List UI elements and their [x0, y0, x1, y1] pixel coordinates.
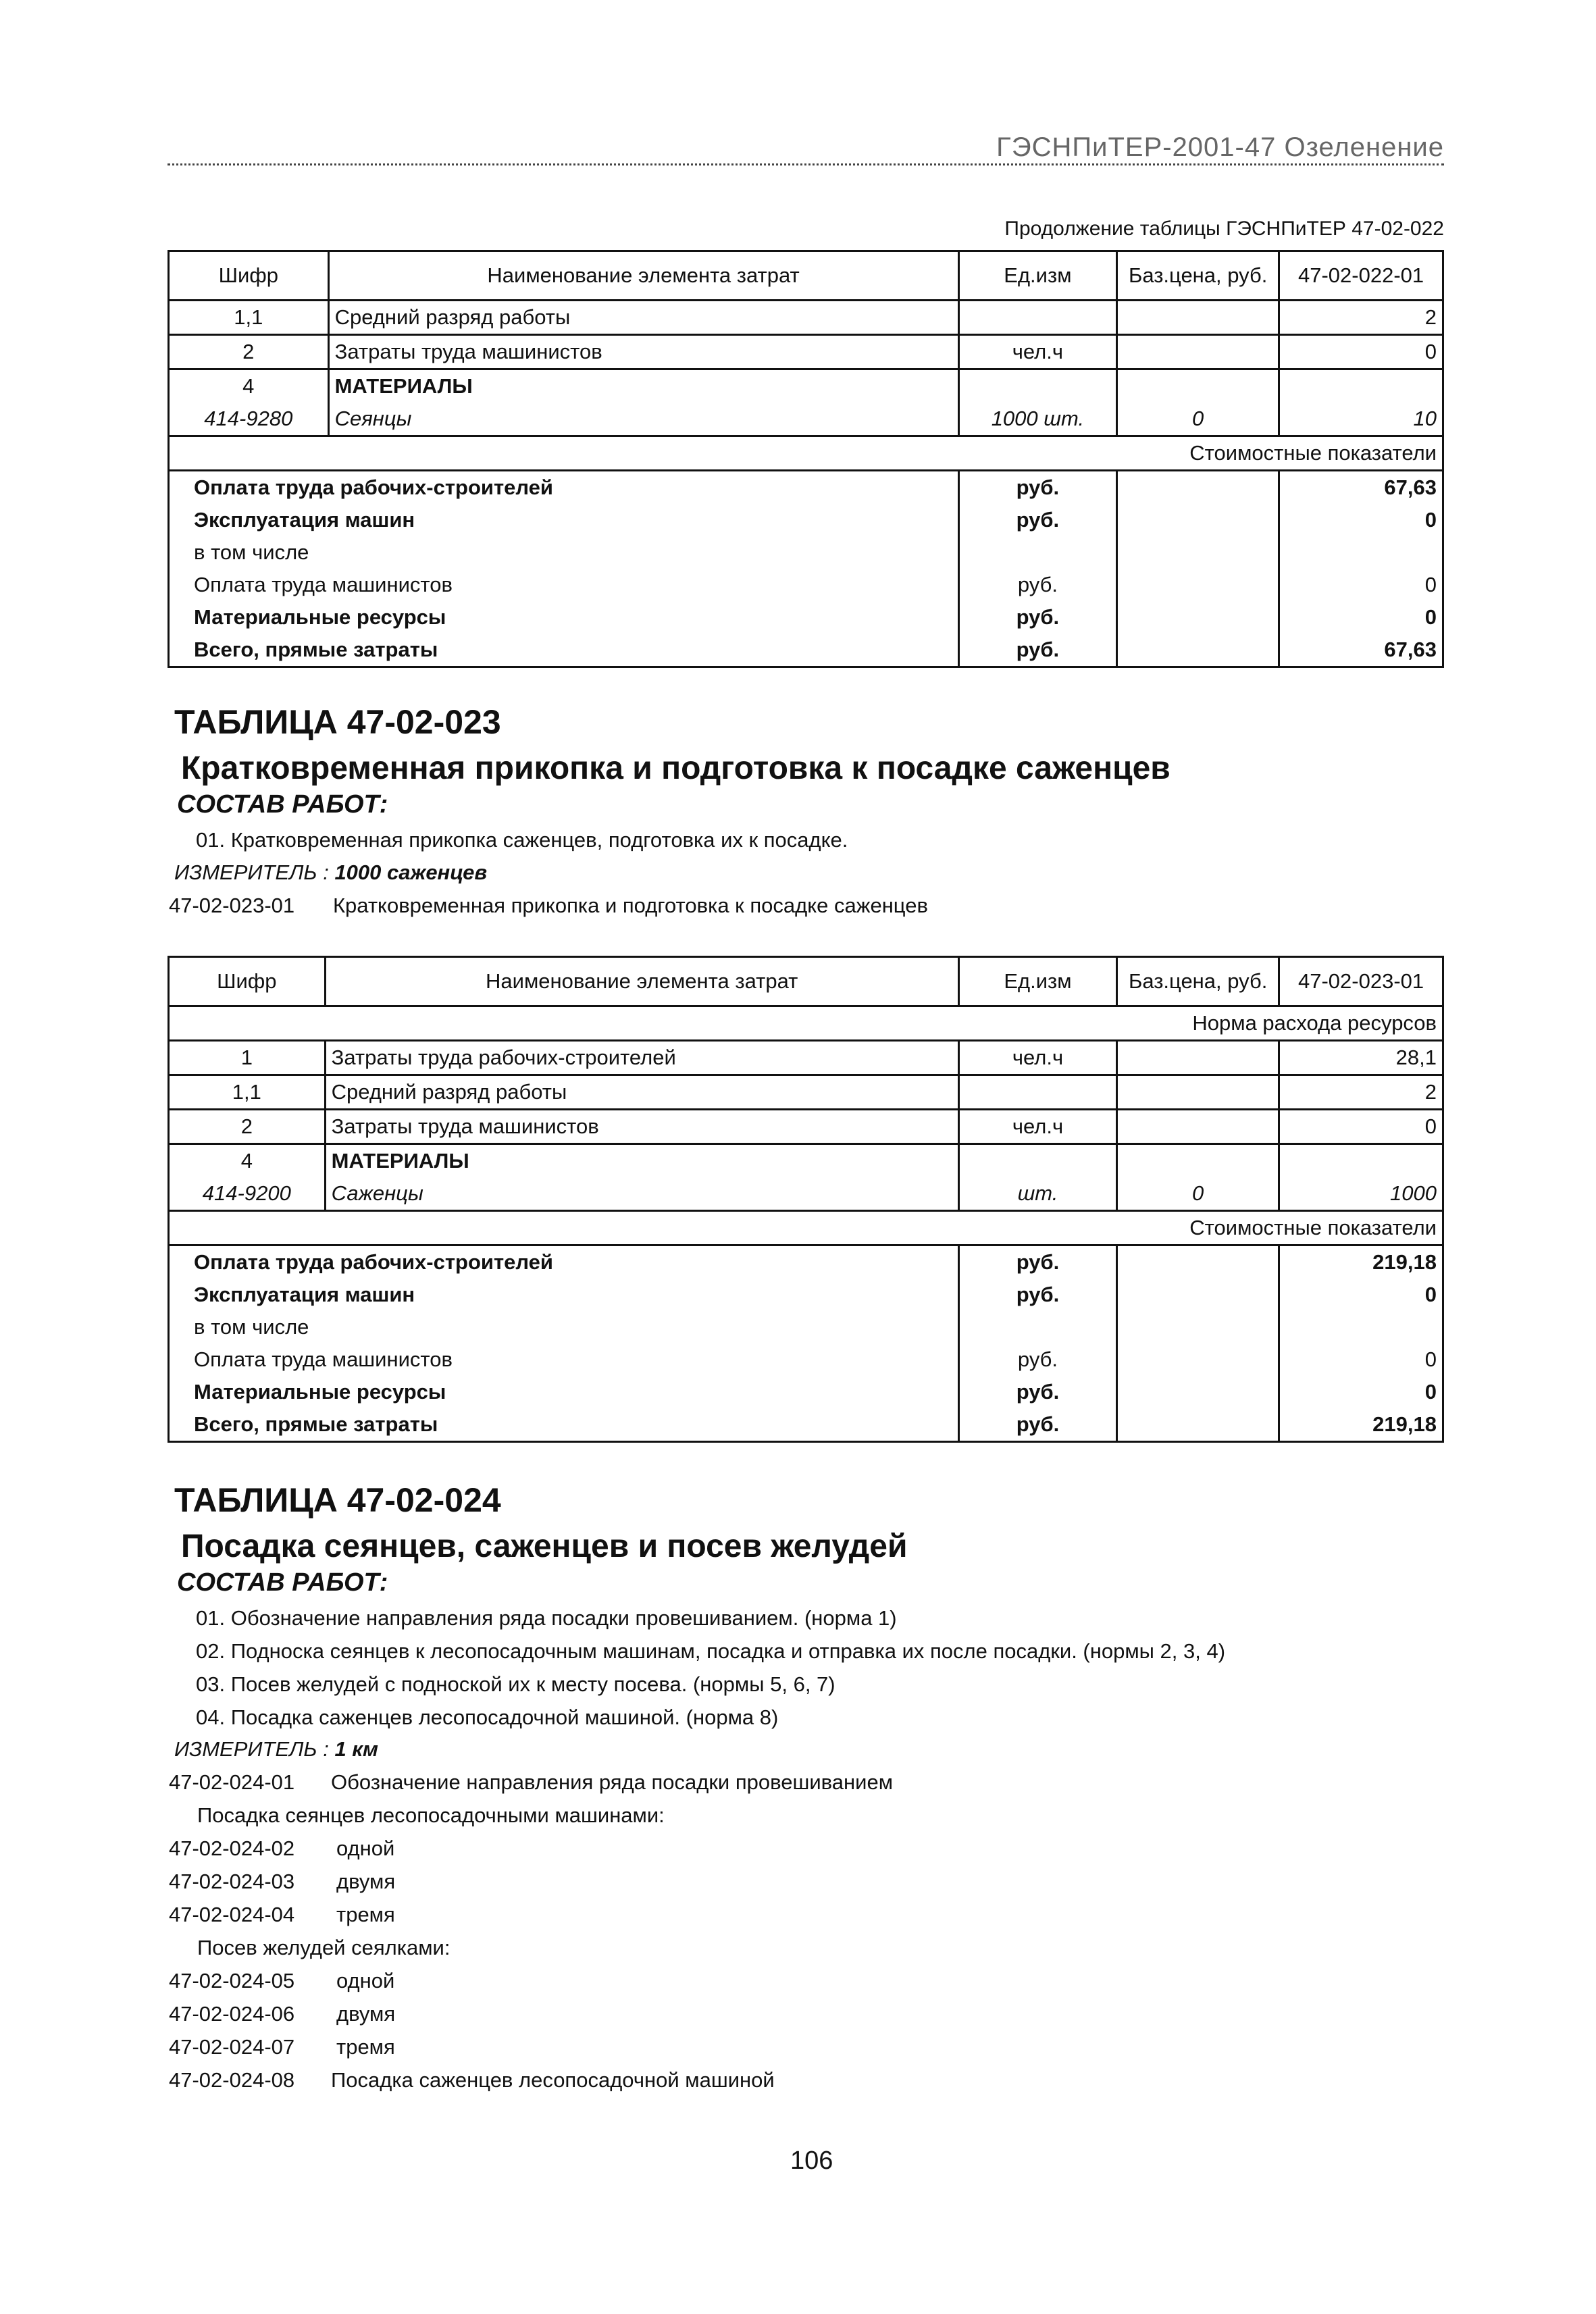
col-header-name: Наименование элемента затрат [325, 957, 958, 1006]
cell-name: Средний разряд работы [328, 301, 958, 335]
cost-price-empty [1117, 1343, 1279, 1376]
cost-unit [958, 1311, 1116, 1343]
cost-value: 0 [1279, 504, 1443, 536]
cell-price [1117, 369, 1279, 403]
cost-value: 0 [1279, 569, 1443, 601]
cost-price-empty [1117, 536, 1279, 569]
cost-label: Материальные ресурсы [169, 1376, 959, 1408]
measure-value: 1000 саженцев [334, 860, 488, 884]
cost-label: в том числе [169, 536, 959, 569]
table-header-row [169, 957, 1443, 1006]
norm-name: двумя [336, 1870, 396, 1893]
cost-row [169, 1376, 1443, 1408]
measure-label: ИЗМЕРИТЕЛЬ : [174, 860, 335, 884]
cell-value: 2 [1279, 301, 1443, 335]
cost-row [169, 1311, 1443, 1343]
cost-price-empty [1117, 1311, 1279, 1343]
cell-price [1117, 1144, 1279, 1178]
cost-label: в том числе [169, 1311, 959, 1343]
measure-line [174, 860, 487, 885]
table-row [169, 301, 1443, 335]
cost-label: Эксплуатация машин [169, 504, 959, 536]
cost-price-empty [1117, 504, 1279, 536]
cell-value [1279, 1144, 1443, 1178]
norm-name: двумя [336, 2002, 396, 2026]
norm-name: Обозначение направления ряда посадки провешиванием [331, 1770, 894, 1794]
cell-code: 2 [169, 1110, 326, 1144]
cost-value: 67,63 [1279, 634, 1443, 667]
table-row [169, 1110, 1443, 1144]
cost-label: Всего, прямые затраты [169, 634, 959, 667]
table-row [169, 1144, 1443, 1178]
cell-price [1117, 1110, 1279, 1144]
page-number: 106 [790, 2146, 833, 2175]
cell-code: 1 [169, 1041, 326, 1075]
cell-name: Средний разряд работы [325, 1075, 958, 1110]
col-header-name: Наименование элемента затрат [328, 251, 958, 301]
col-header-code: Шифр [169, 251, 329, 301]
cost-row [169, 1343, 1443, 1376]
norm-code: 47-02-024-08 [169, 2068, 295, 2092]
cost-price-empty [1117, 1376, 1279, 1408]
table-subtitle: Кратковременная прикопка и подготовка к посадке саженцев [181, 750, 1170, 786]
cell-price [1117, 1075, 1279, 1110]
cell-price: 0 [1117, 403, 1279, 436]
section-row [169, 1006, 1443, 1041]
cost-unit [958, 536, 1117, 569]
table-header-row [169, 251, 1443, 301]
table-row [169, 1041, 1443, 1075]
cell-value: 2 [1279, 1075, 1443, 1110]
cost-label: Материальные ресурсы [169, 601, 959, 634]
norm-code: 47-02-024-06 [169, 2002, 295, 2026]
section-norm-label: Норма расхода ресурсов [169, 1006, 1443, 1041]
cost-unit: руб. [958, 471, 1117, 505]
norm-name: тремя [336, 1903, 395, 1926]
cost-value [1279, 1311, 1443, 1343]
cell-price [1117, 1041, 1279, 1075]
measure-line [174, 1737, 378, 1762]
cell-name: Сеянцы [328, 403, 958, 436]
table-heading: ТАБЛИЦА 47-02-023 [174, 703, 501, 741]
works-heading: СОСТАВ РАБОТ: [177, 790, 388, 819]
work-item: 01. Кратковременная прикопка саженцев, подготовка их к посадке. [196, 828, 848, 852]
cost-unit: руб. [958, 1376, 1116, 1408]
cell-value: 0 [1279, 1110, 1443, 1144]
work-item: 02. Подноска сеянцев к лесопосадочным машинам, посадка и отправка их после посадки. (нормы 2, 3, 4) [196, 1639, 1226, 1663]
cost-price-empty [1117, 1279, 1279, 1311]
section-cost-label: Стоимостные показатели [169, 1211, 1443, 1245]
cell-name: Затраты труда машинистов [328, 335, 958, 369]
cell-value: 10 [1279, 403, 1443, 436]
norm-name: тремя [336, 2035, 395, 2059]
norm-code: 47-02-023-01 [169, 894, 295, 917]
cost-row [169, 471, 1443, 505]
cost-unit: руб. [958, 601, 1117, 634]
norm-group: Посадка сеянцев лесопосадочными машинами: [197, 1803, 665, 1827]
cost-unit: руб. [958, 634, 1117, 667]
cost-price-empty [1117, 634, 1279, 667]
cell-unit [958, 1075, 1116, 1110]
table-row [169, 335, 1443, 369]
cell-name: МАТЕРИАЛЫ [325, 1144, 958, 1178]
table-row [169, 403, 1443, 436]
norm-name: Посадка саженцев лесопосадочной машиной [331, 2068, 775, 2092]
norm-code: 47-02-024-03 [169, 1870, 295, 1893]
cost-price-empty [1117, 471, 1279, 505]
cell-price: 0 [1117, 1177, 1279, 1211]
cost-value: 0 [1279, 601, 1443, 634]
col-header-price: Баз.цена, руб. [1117, 251, 1279, 301]
col-header-price: Баз.цена, руб. [1117, 957, 1279, 1006]
cost-unit: руб. [958, 504, 1117, 536]
cell-price [1117, 335, 1279, 369]
norm-name: одной [336, 1836, 395, 1860]
resource-table-47-02-023 [168, 956, 1444, 1443]
cell-code: 4 [169, 1144, 326, 1178]
work-item: 03. Посев желудей с подноской их к месту посева. (нормы 5, 6, 7) [196, 1672, 835, 1696]
table-row [169, 1075, 1443, 1110]
cell-code: 414-9200 [169, 1177, 326, 1211]
resource-table-47-02-022 [168, 250, 1444, 668]
cell-name: МАТЕРИАЛЫ [328, 369, 958, 403]
header-rule [168, 163, 1444, 165]
norm-code: 47-02-024-01 [169, 1770, 295, 1794]
cell-unit: чел.ч [958, 335, 1117, 369]
cell-price [1117, 301, 1279, 335]
cost-value [1279, 536, 1443, 569]
cell-code: 414-9280 [169, 403, 329, 436]
cell-unit [958, 301, 1117, 335]
cost-unit: руб. [958, 1408, 1116, 1442]
cost-label: Оплата труда машинистов [169, 569, 959, 601]
cell-name: Затраты труда рабочих-строителей [325, 1041, 958, 1075]
cost-row [169, 1279, 1443, 1311]
cost-label: Оплата труда рабочих-строителей [169, 1245, 959, 1279]
cost-row [169, 1245, 1443, 1279]
col-header-norm: 47-02-022-01 [1279, 251, 1443, 301]
cost-unit: руб. [958, 1279, 1116, 1311]
cell-unit [958, 1144, 1116, 1178]
running-header: ГЭСНПиТЕР-2001-47 Озеленение [996, 132, 1444, 162]
cost-row [169, 536, 1443, 569]
cost-label: Оплата труда рабочих-строителей [169, 471, 959, 505]
section-row [169, 436, 1443, 471]
cost-label: Эксплуатация машин [169, 1279, 959, 1311]
cost-row [169, 634, 1443, 667]
table-row [169, 369, 1443, 403]
cost-value: 0 [1279, 1279, 1443, 1311]
cost-value: 0 [1279, 1376, 1443, 1408]
cost-value: 219,18 [1279, 1245, 1443, 1279]
table-row [169, 1177, 1443, 1211]
cell-unit: чел.ч [958, 1041, 1116, 1075]
works-heading: СОСТАВ РАБОТ: [177, 1568, 388, 1597]
col-header-norm: 47-02-023-01 [1279, 957, 1443, 1006]
norm-code: 47-02-024-02 [169, 1836, 295, 1860]
cost-unit: руб. [958, 569, 1117, 601]
cost-price-empty [1117, 601, 1279, 634]
cost-value: 0 [1279, 1343, 1443, 1376]
cell-unit: чел.ч [958, 1110, 1116, 1144]
norm-name: одной [336, 1969, 395, 1992]
section-row [169, 1211, 1443, 1245]
norm-group: Посев желудей сеялками: [197, 1936, 451, 1959]
cell-code: 1,1 [169, 1075, 326, 1110]
cost-unit: руб. [958, 1343, 1116, 1376]
cost-unit: руб. [958, 1245, 1116, 1279]
cost-row [169, 504, 1443, 536]
cell-value [1279, 369, 1443, 403]
norm-code: 47-02-024-05 [169, 1969, 295, 1992]
cost-row [169, 1408, 1443, 1442]
cell-name: Затраты труда машинистов [325, 1110, 958, 1144]
table-continuation-caption: Продолжение таблицы ГЭСНПиТЕР 47-02-022 [1004, 217, 1444, 240]
col-header-unit: Ед.изм [958, 957, 1116, 1006]
col-header-code: Шифр [169, 957, 326, 1006]
cell-value: 28,1 [1279, 1041, 1443, 1075]
cell-name: Саженцы [325, 1177, 958, 1211]
cell-code: 1,1 [169, 301, 329, 335]
measure-label: ИЗМЕРИТЕЛЬ : [174, 1737, 335, 1761]
cell-unit [958, 369, 1117, 403]
cell-unit: шт. [958, 1177, 1116, 1211]
norm-name: Кратковременная прикопка и подготовка к посадке саженцев [333, 894, 928, 917]
cost-value: 67,63 [1279, 471, 1443, 505]
cell-code: 2 [169, 335, 329, 369]
section-cost-label: Стоимостные показатели [169, 436, 1443, 471]
work-item: 01. Обозначение направления ряда посадки провешиванием. (норма 1) [196, 1606, 897, 1630]
cell-value: 1000 [1279, 1177, 1443, 1211]
cost-label: Всего, прямые затраты [169, 1408, 959, 1442]
cost-price-empty [1117, 569, 1279, 601]
cost-label: Оплата труда машинистов [169, 1343, 959, 1376]
cell-value: 0 [1279, 335, 1443, 369]
norm-code: 47-02-024-04 [169, 1903, 295, 1926]
table-heading: ТАБЛИЦА 47-02-024 [174, 1481, 501, 1519]
cost-price-empty [1117, 1245, 1279, 1279]
cell-unit: 1000 шт. [958, 403, 1117, 436]
work-item: 04. Посадка саженцев лесопосадочной машиной. (норма 8) [196, 1705, 779, 1729]
cost-row [169, 569, 1443, 601]
col-header-unit: Ед.изм [958, 251, 1117, 301]
cell-code: 4 [169, 369, 329, 403]
cost-value: 219,18 [1279, 1408, 1443, 1442]
cost-row [169, 601, 1443, 634]
measure-value: 1 км [334, 1737, 378, 1761]
cost-price-empty [1117, 1408, 1279, 1442]
table-subtitle: Посадка сеянцев, саженцев и посев желудей [181, 1528, 908, 1564]
norm-code: 47-02-024-07 [169, 2035, 295, 2059]
